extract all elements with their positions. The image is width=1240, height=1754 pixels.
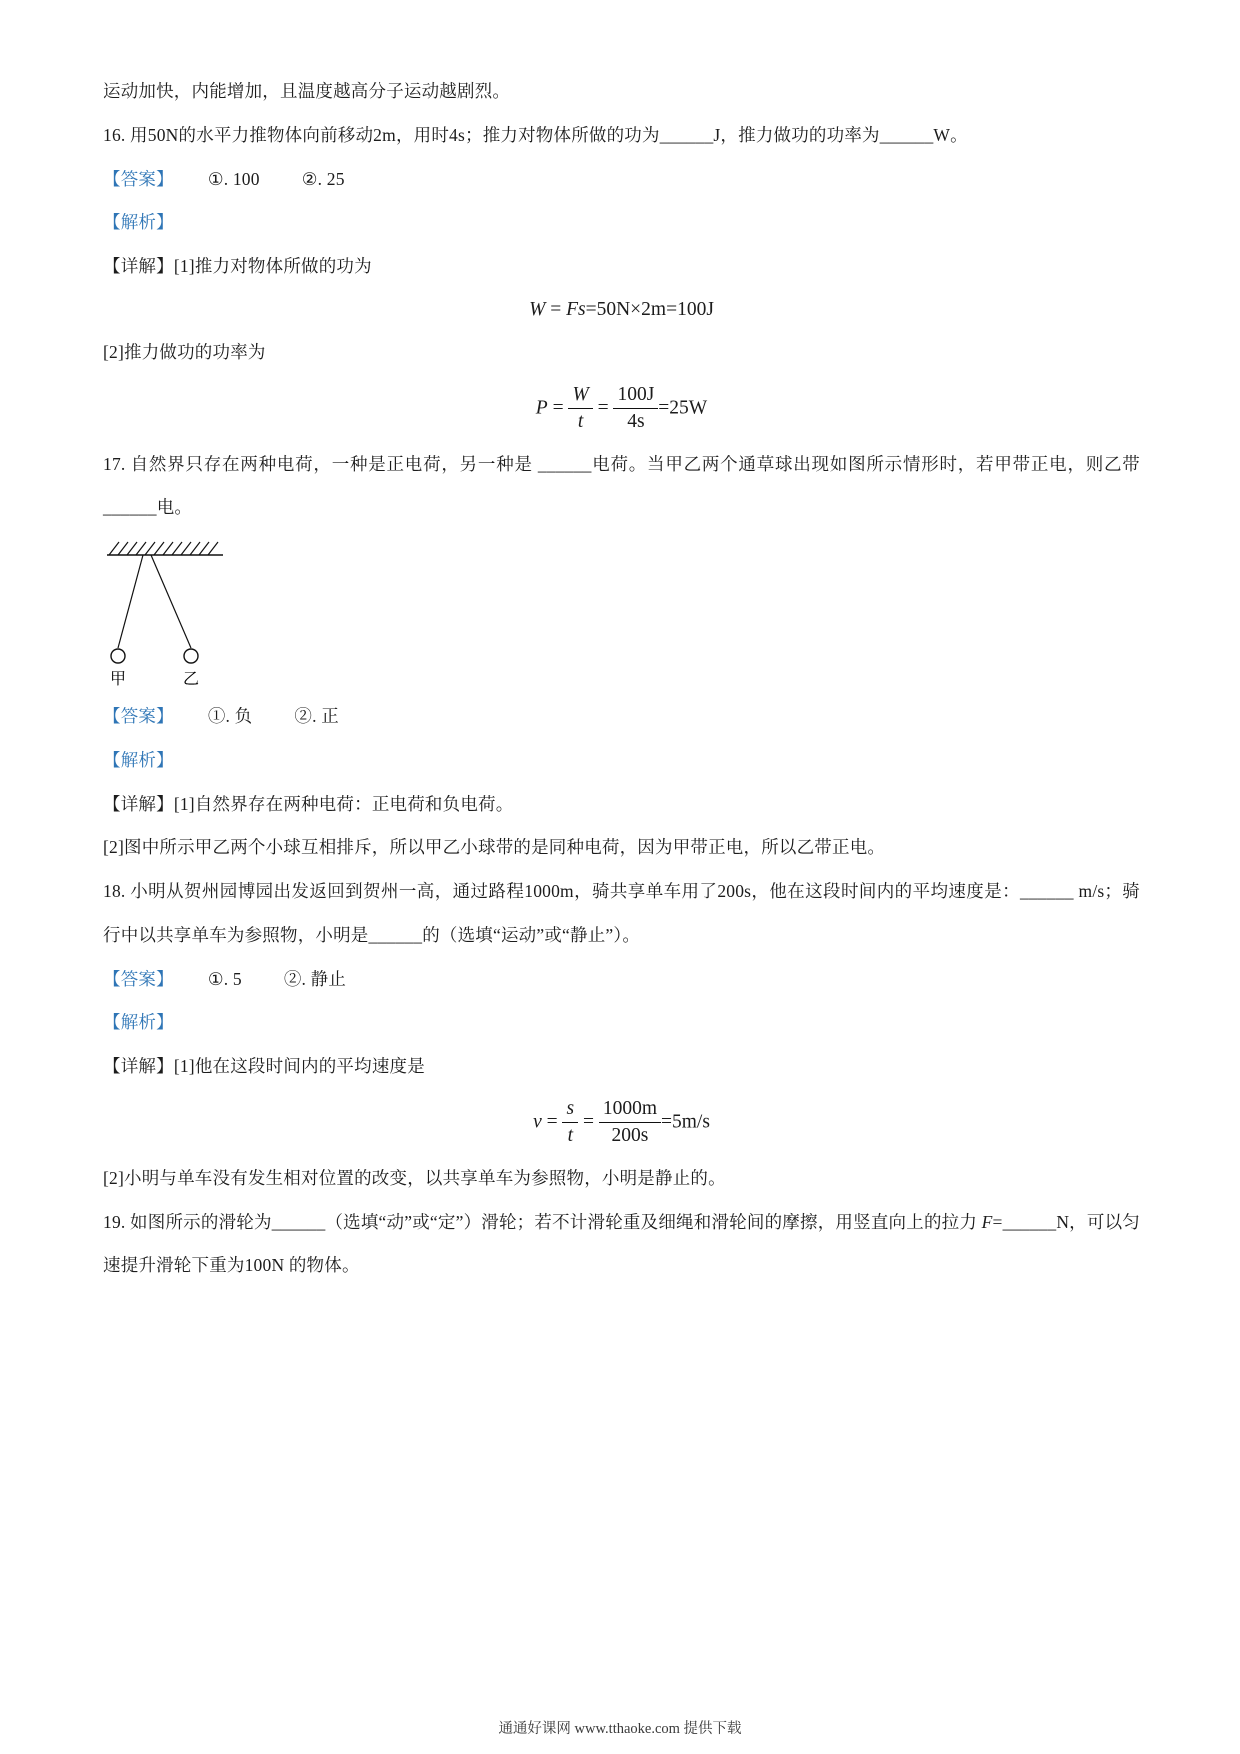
analysis-label: 【解析】 bbox=[103, 212, 174, 233]
question-18-answer-line bbox=[103, 958, 1140, 1002]
formula-power bbox=[103, 384, 1140, 434]
fraction-numerator: 100J bbox=[613, 384, 658, 409]
charged-balls-diagram bbox=[105, 538, 315, 690]
question-17-text: 17. 自然界只存在两种电荷，一种是正电荷，另一种是 ______电荷。当甲乙两个通草球出现如图所示情形时，若甲带正电，则乙带 ______电。 bbox=[103, 453, 1140, 518]
question-17-figure bbox=[105, 538, 1140, 695]
detail-text: [1]推力对物体所做的功为 bbox=[173, 256, 372, 276]
fraction bbox=[599, 1098, 661, 1148]
equals-sign: = bbox=[541, 1111, 563, 1133]
string-left bbox=[118, 555, 143, 648]
fraction-numerator: W bbox=[568, 384, 592, 409]
fraction bbox=[568, 384, 592, 434]
equals-sign: = bbox=[578, 1111, 599, 1133]
fraction-denominator: 4s bbox=[627, 411, 645, 433]
question-16-detail-1 bbox=[103, 245, 1140, 289]
answer-label: 【答案】 bbox=[103, 706, 174, 727]
answer-item-1: ①. 100 bbox=[207, 168, 260, 189]
formula-variable: P bbox=[535, 397, 548, 419]
question-18-detail-1 bbox=[103, 1045, 1140, 1089]
fraction-denominator: t bbox=[567, 1125, 573, 1147]
question-18-text: 18. 小明从贺州园博园出发返回到贺州一高，通过路程1000m，骑共享单车用了200s，他在这段时间内的平均速度是：______ m/s；骑行中以共享单车为参照物，小明是______的（选填“运动”或“静止”）。 bbox=[103, 881, 1140, 945]
answer-item-2: ②. 静止 bbox=[283, 968, 347, 989]
answer-label: 【答案】 bbox=[103, 168, 174, 189]
ball-left bbox=[111, 649, 125, 663]
formula-result: =50N×2m=100J bbox=[585, 298, 714, 320]
ball-left-label: 甲 bbox=[110, 671, 127, 689]
question-16-detail-2: [2]推力做功的功率为 bbox=[103, 342, 266, 363]
page-footer: 通通好课网 www.tthaoke.com 提供下载 bbox=[498, 1721, 742, 1737]
detail-label: 【详解】 bbox=[103, 1056, 174, 1077]
fraction bbox=[562, 1098, 578, 1148]
formula-variable: W bbox=[529, 298, 546, 320]
question-17-analysis-line bbox=[103, 739, 1140, 783]
analysis-label: 【解析】 bbox=[103, 1012, 174, 1033]
detail-label: 【详解】 bbox=[103, 793, 174, 814]
detail-text: [1]他在这段时间内的平均速度是 bbox=[173, 1056, 425, 1077]
formula-speed bbox=[103, 1098, 1140, 1148]
question-19-text bbox=[103, 1201, 1140, 1289]
detail-label: 【详解】 bbox=[103, 256, 174, 276]
formula-variable: v bbox=[533, 1111, 542, 1133]
formula-work bbox=[103, 298, 1140, 322]
answer-item-1: ①. 负 bbox=[207, 706, 253, 727]
analysis-label: 【解析】 bbox=[103, 749, 174, 770]
fraction-denominator: 200s bbox=[611, 1125, 649, 1147]
question-17-answer-line bbox=[103, 695, 1140, 739]
question-16-answer-line bbox=[103, 158, 1140, 202]
strings bbox=[118, 555, 191, 648]
question-17-detail-1 bbox=[103, 783, 1140, 827]
question-18-detail-2: [2]小明与单车没有发生相对位置的改变，以共享单车为参照物，小明是静止的。 bbox=[103, 1167, 726, 1188]
question-16-text: 16. 用50N的水平力推物体向前移动2m，用时4s；推力对物体所做的功为______J，推力做功的功率为______W。 bbox=[103, 124, 968, 145]
equals-sign: = bbox=[547, 397, 569, 419]
ball-right-label: 乙 bbox=[183, 671, 200, 689]
answer-item-2: ②. 25 bbox=[301, 168, 345, 189]
formula-result: =25W bbox=[658, 397, 708, 419]
formula-result: =5m/s bbox=[661, 1111, 710, 1133]
answer-label: 【答案】 bbox=[103, 968, 174, 989]
ball-right bbox=[184, 649, 198, 663]
equals-sign: = bbox=[592, 397, 614, 419]
ceiling-hatching bbox=[107, 542, 223, 555]
question-19-text-pre: 19. 如图所示的滑轮为______（选填“动”或“定”）滑轮；若不计滑轮重及细绳和滑轮间的摩擦，用竖直向上的拉力 bbox=[103, 1211, 982, 1232]
question-18-analysis-line bbox=[103, 1001, 1140, 1045]
string-right bbox=[151, 555, 191, 648]
answer-item-1: ①. 5 bbox=[207, 968, 242, 989]
formula-variable: Fs bbox=[566, 298, 586, 320]
fraction bbox=[613, 384, 658, 434]
fraction-numerator: s bbox=[562, 1098, 578, 1123]
question-16-analysis-line bbox=[103, 201, 1140, 245]
force-variable: F bbox=[981, 1211, 993, 1232]
paragraph-continuation: 运动加快，内能增加，且温度越高分子运动越剧烈。 bbox=[103, 81, 511, 101]
fraction-denominator: t bbox=[577, 411, 584, 433]
question-17-detail-2: [2]图中所示甲乙两个小球互相排斥，所以甲乙小球带的是同种电荷，因为甲带正电，所以乙带正电。 bbox=[103, 837, 886, 858]
answer-item-2: ②. 正 bbox=[294, 706, 339, 727]
question-19-text-post: =______N，可以匀速提升滑轮下重为100N 的物体。 bbox=[103, 1211, 1140, 1276]
detail-text: [1]自然界存在两种电荷：正电荷和负电荷。 bbox=[173, 793, 514, 814]
fraction-numerator: 1000m bbox=[599, 1098, 661, 1123]
equals-sign: = bbox=[545, 298, 567, 320]
